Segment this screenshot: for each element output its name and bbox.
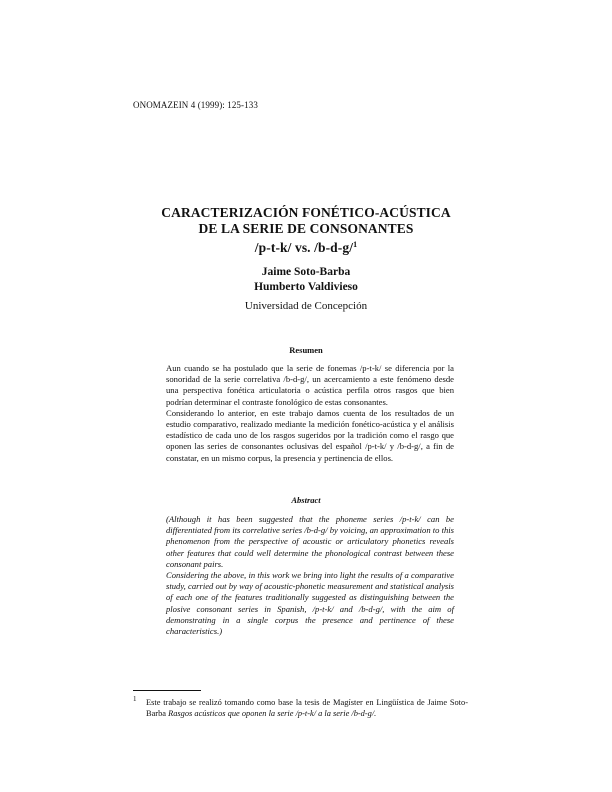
- title-line-2: DE LA SERIE DE CONSONANTES: [198, 221, 414, 236]
- footnote-text-italic: Rasgos acústicos que oponen la serie /p-t-k/ a la serie /b-d-g/.: [168, 709, 377, 718]
- title-line-3: [0, 237, 612, 256]
- footnote-separator: [133, 690, 201, 691]
- authors: [0, 265, 612, 295]
- resumen-heading: Resumen: [289, 345, 323, 355]
- footnote-mark: 1: [133, 695, 137, 703]
- title-line-3-text: /p-t-k/ vs. /b-d-g/: [254, 240, 354, 255]
- abstract-paragraph: (Although it has been suggested that the phoneme series /p-t-k/ can be differentiated from its correlative series /b-d-g/ by voicing, an approximation to this phenomenon from the perspective of acoustic or articulatory phonetics reveals other features that could well determine the phonological contrast between these consonant pairs.: [166, 514, 455, 569]
- abstract-paragraph: Considering the above, in this work we bring into light the results of a comparative study, carried out by way of acoustic-phonetic measurement and statistical analysis of each one of the features traditionally suggested as distinguishing between the plosive consonant series in Spanish, /p-t-k/ and /b-d-g/, with the aim of demonstrating in a single corpus the presence and pertinence of these characteristics.): [166, 570, 454, 637]
- journal-reference: ONOMAZEIN 4 (1999): 125-133: [133, 100, 258, 110]
- footnote: [133, 697, 468, 719]
- title-line-1: CARACTERIZACIÓN FONÉTICO-ACÚSTICA: [161, 205, 451, 220]
- author-name: Jaime Soto-Barba: [261, 266, 351, 278]
- title-footnote-ref[interactable]: 1: [353, 240, 358, 249]
- footnote-text: [146, 697, 468, 719]
- resumen-body: [166, 363, 454, 464]
- article-title: [0, 205, 612, 256]
- author-name: Humberto Valdivieso: [254, 281, 358, 293]
- abstract-body: [166, 514, 454, 637]
- resumen-paragraph: Considerando lo anterior, en este trabajo damos cuenta de los resultados de un estudio comparativo, realizado mediante la medición fonético-acústica y el análisis estadístico de cada uno de los rasgos sugeridos por la tradición como el rasgo que oponen las series de consonantes oclusivas del español /p-t-k/ y /b-d-g/, a fin de constatar, en un mismo corpus, la presencia y pertinencia de ellos.: [166, 407, 454, 463]
- resumen-paragraph: Aun cuando se ha postulado que la serie de fonemas /p-t-k/ se diferencia por la sonoridad de la serie correlativa /b-d-g/, un acercamiento a este fenómeno desde una perspectiva fonética articulatoria o acústica perfila otros rasgos que bien podrían determinar el contraste fonológico de estas consonantes.: [166, 363, 454, 407]
- affiliation: Universidad de Concepción: [244, 300, 368, 312]
- abstract-heading: Abstract: [291, 495, 321, 505]
- footnote-text-plain: Este trabajo se realizó tomando como base la tesis de Magíster en Lingüística de Jaime Soto-Barba: [146, 698, 468, 718]
